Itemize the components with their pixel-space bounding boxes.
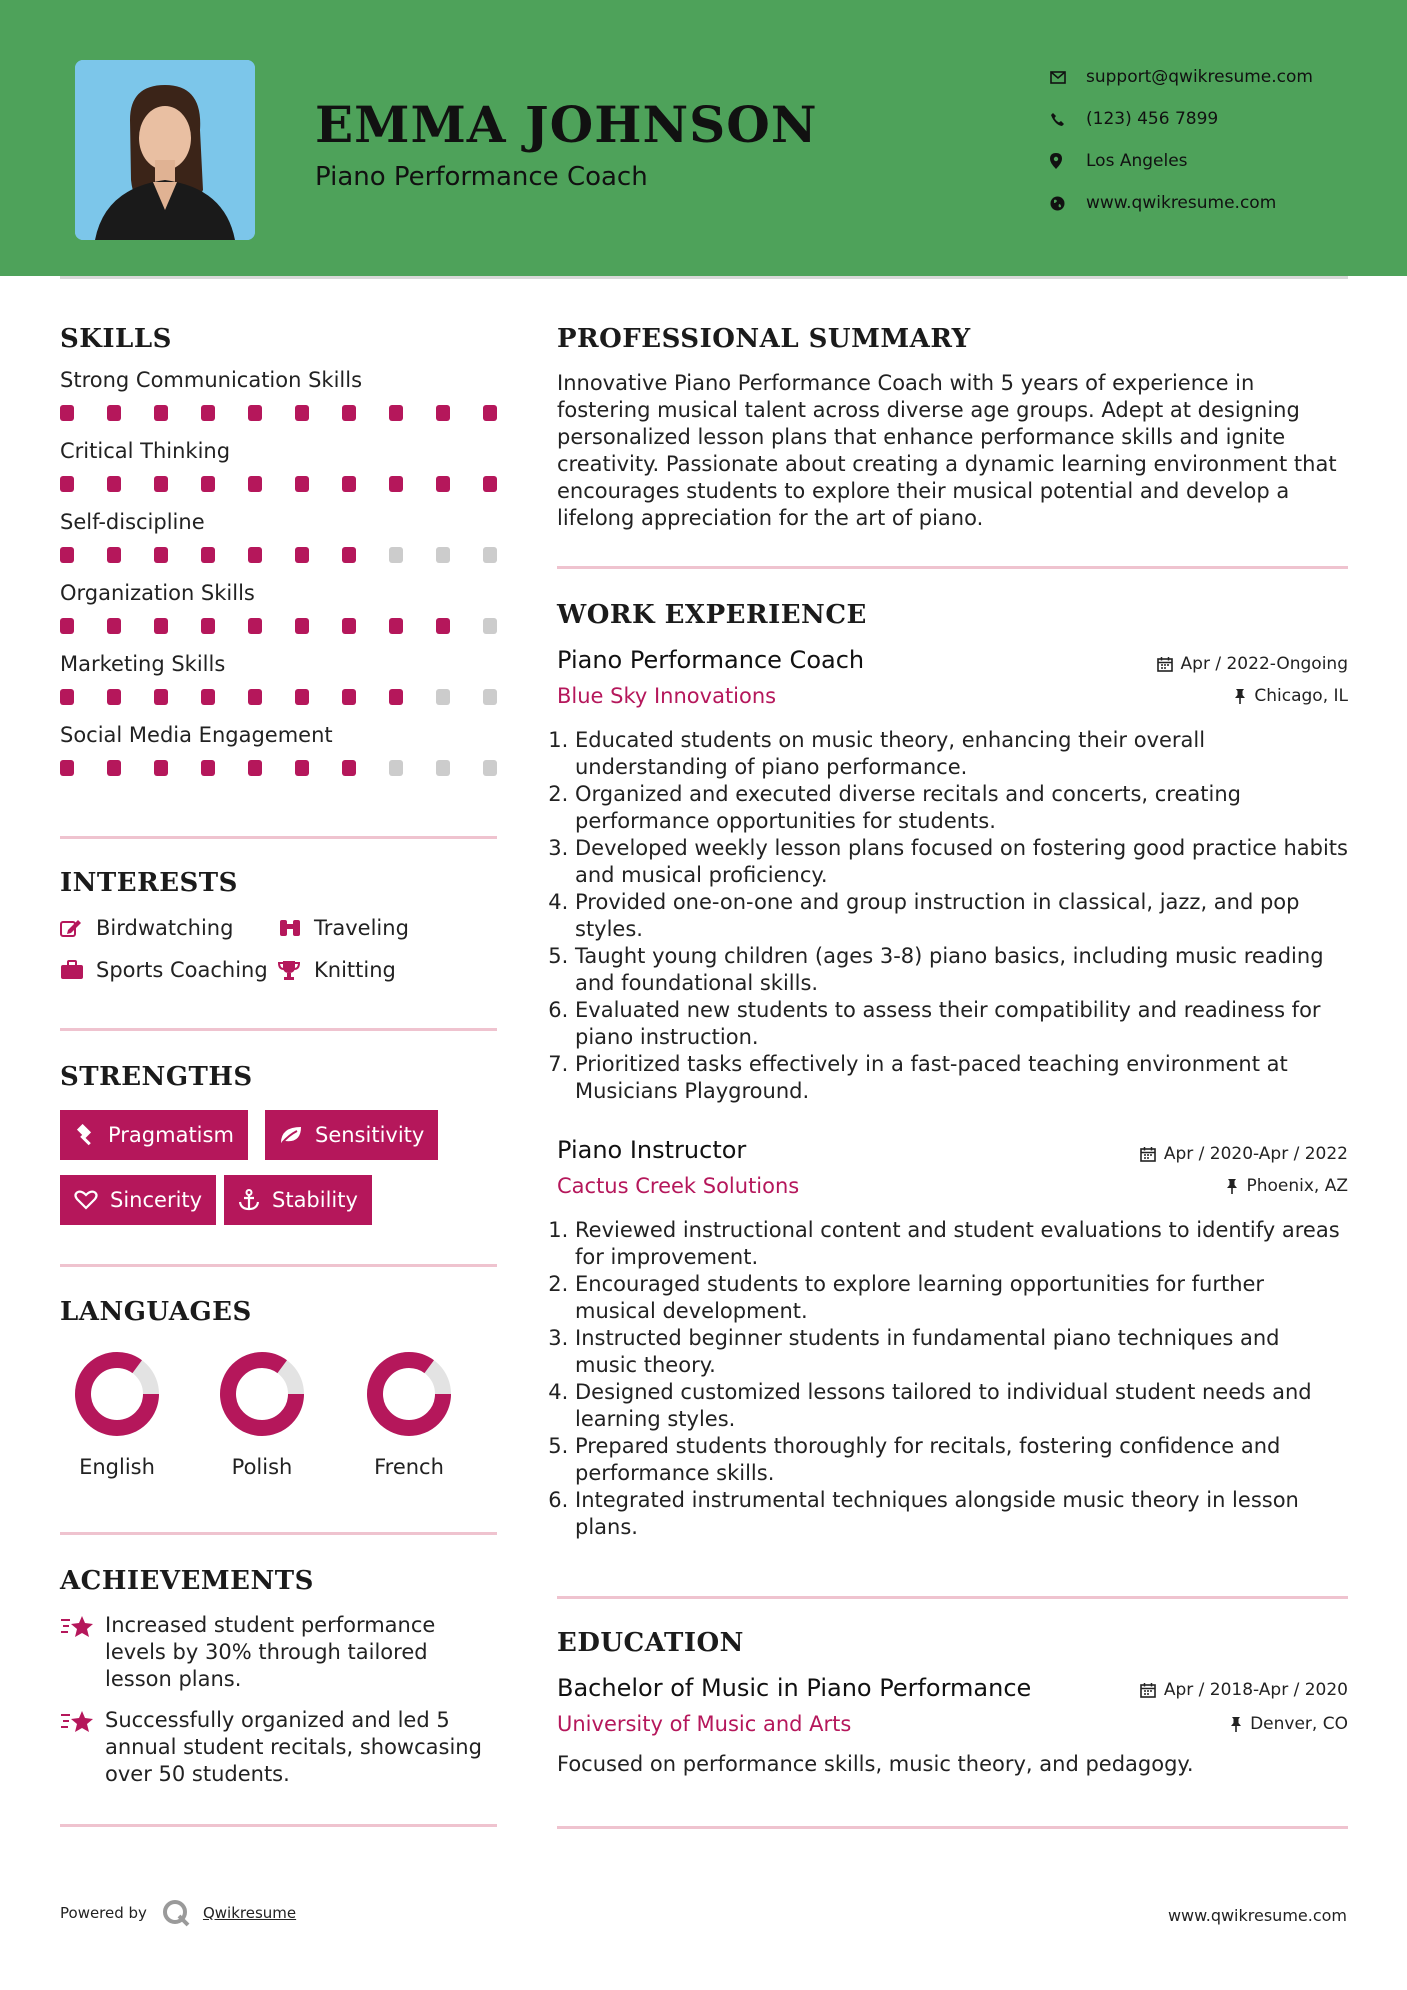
powered-by-text: Powered by [60, 1904, 147, 1922]
job-bullets [557, 727, 1348, 1105]
interest-label: Sports Coaching [96, 958, 268, 982]
education-heading: EDUCATION [557, 1628, 744, 1658]
skill-name: Organization Skills [60, 581, 255, 605]
language-label: English [79, 1455, 155, 1479]
achievement-item [60, 1612, 497, 1693]
skill-rating [60, 405, 497, 421]
skill-item [60, 583, 497, 634]
rating-dot-filled [342, 618, 356, 634]
rating-dot-filled [436, 618, 450, 634]
experience-heading: WORK EXPERIENCE [557, 600, 867, 630]
job-company: Cactus Creek Solutions [557, 1174, 800, 1198]
rating-dot-filled [201, 476, 215, 492]
strength-label: Stability [272, 1188, 358, 1212]
rating-dot-filled [60, 618, 74, 634]
skill-item [60, 370, 497, 421]
job-location [1226, 1176, 1348, 1196]
rating-dot-filled [107, 760, 121, 776]
phone-text: (123) 456 7899 [1086, 109, 1219, 129]
rating-dot-filled [342, 476, 356, 492]
job-location-text: Chicago, IL [1254, 686, 1348, 706]
rating-dot-filled [295, 476, 309, 492]
job-dates-text: Apr / 2020-Apr / 2022 [1163, 1144, 1348, 1164]
strength-tag [60, 1110, 248, 1160]
section-divider [60, 836, 497, 839]
rating-dot-filled [389, 405, 403, 421]
rating-dot-filled [107, 547, 121, 563]
website-text: www.qwikresume.com [1086, 193, 1277, 213]
rating-dot-filled [248, 476, 262, 492]
list-item: 3. Developed weekly lesson plans focused on fostering good practice habits and musical proficiency. [575, 835, 1348, 889]
strength-label: Sensitivity [315, 1123, 425, 1147]
contact-location [1050, 140, 1313, 182]
profile-photo [75, 60, 255, 240]
pushpin-icon [1234, 688, 1246, 704]
rating-dot-filled [436, 476, 450, 492]
rating-dot-filled [295, 405, 309, 421]
rating-dot-filled [342, 689, 356, 705]
language-label: French [374, 1455, 444, 1479]
rating-dot-filled [295, 760, 309, 776]
rating-dot-filled [154, 547, 168, 563]
languages-section [60, 1299, 497, 1499]
rating-dot-filled [342, 547, 356, 563]
trophy-icon [278, 960, 314, 980]
list-item: 5. Taught young children (ages 3-8) piano basics, including music reading and foundational skills. [575, 943, 1348, 997]
skill-rating [60, 547, 497, 563]
section-divider [557, 1826, 1348, 1829]
rating-dot-filled [154, 618, 168, 634]
strength-tag [265, 1110, 438, 1160]
contact-email[interactable] [1050, 56, 1313, 98]
job-dates-text: Apr / 2022-Ongoing [1180, 654, 1348, 674]
rating-dot-filled [295, 618, 309, 634]
skill-item [60, 441, 497, 492]
language-item [62, 1349, 172, 1479]
achievement-item [60, 1707, 497, 1788]
contact-phone[interactable] [1050, 98, 1313, 140]
achievements-section [60, 1568, 497, 1788]
qwikresume-link[interactable]: Qwikresume [202, 1904, 297, 1922]
rating-dot-empty [436, 760, 450, 776]
list-item: 3. Instructed beginner students in fundamental piano techniques and music theory. [575, 1325, 1348, 1379]
skill-item [60, 512, 497, 563]
skills-heading: SKILLS [60, 324, 172, 354]
rating-dot-filled [201, 618, 215, 634]
candidate-title: Piano Performance Coach [315, 162, 648, 192]
globe-icon [1050, 196, 1086, 211]
resume-header [0, 0, 1407, 276]
rating-dot-empty [483, 618, 497, 634]
interest-item [278, 958, 478, 982]
rating-dot-filled [342, 405, 356, 421]
pushpin-icon [1230, 1716, 1242, 1732]
summary-section [557, 326, 1348, 532]
job-dates [1157, 654, 1348, 674]
skills-section [60, 326, 497, 776]
phone-icon [1050, 112, 1086, 127]
rating-dot-filled [154, 689, 168, 705]
list-item: 2. Organized and executed diverse recitals and concerts, creating performance opportunities for students. [575, 781, 1348, 835]
rating-dot-filled [201, 405, 215, 421]
footer-website[interactable]: www.qwikresume.com [1167, 1906, 1347, 1925]
rating-dot-filled [60, 760, 74, 776]
skill-name: Critical Thinking [60, 439, 231, 463]
footer-powered-by [60, 1898, 296, 1928]
achievements-heading: ACHIEVEMENTS [60, 1566, 314, 1596]
skill-rating [60, 476, 497, 492]
section-divider [60, 1264, 497, 1267]
heart-icon [74, 1190, 98, 1210]
skill-name: Marketing Skills [60, 652, 226, 676]
rating-dot-filled [107, 405, 121, 421]
experience-section [557, 602, 1348, 1541]
skill-item [60, 654, 497, 705]
job-bullets [557, 1217, 1348, 1541]
rating-dot-filled [248, 405, 262, 421]
email-text: support@qwikresume.com [1086, 67, 1313, 87]
gavel-icon [74, 1124, 96, 1146]
section-divider [60, 1824, 497, 1827]
rating-dot-empty [389, 547, 403, 563]
section-divider [557, 566, 1348, 569]
rating-dot-filled [483, 476, 497, 492]
rating-dot-filled [248, 618, 262, 634]
language-label: Polish [231, 1455, 293, 1479]
section-divider [557, 1596, 1348, 1599]
school-name: University of Music and Arts [557, 1712, 852, 1736]
candidate-name: EMMA JOHNSON [315, 95, 818, 154]
interest-item [60, 958, 278, 982]
portrait-image [75, 60, 255, 240]
list-item: 6. Evaluated new students to assess their compatibility and readiness for piano instruction. [575, 997, 1348, 1051]
list-item: 7. Prioritized tasks effectively in a fast-paced teaching environment at Musicians Playground. [575, 1051, 1348, 1105]
rating-dot-filled [154, 405, 168, 421]
degree-title: Bachelor of Music in Piano Performance [557, 1674, 1032, 1702]
rating-dot-filled [154, 476, 168, 492]
qwikresume-logo-icon [161, 1898, 191, 1928]
achievement-text: Increased student performance levels by 30% through tailored lesson plans. [105, 1613, 436, 1691]
interest-item [278, 916, 478, 940]
job-dates [1140, 1144, 1348, 1164]
list-item: 1. Reviewed instructional content and student evaluations to identify areas for improvement. [575, 1217, 1348, 1271]
location-text: Los Angeles [1086, 151, 1188, 171]
job-title: Piano Instructor [557, 1136, 747, 1164]
rating-dot-empty [483, 547, 497, 563]
rating-dot-filled [201, 689, 215, 705]
list-item: 4. Designed customized lessons tailored to individual student needs and learning styles. [575, 1379, 1348, 1433]
strength-tag [60, 1175, 216, 1225]
rating-dot-filled [60, 476, 74, 492]
list-item: 1. Educated students on music theory, enhancing their overall understanding of piano performance. [575, 727, 1348, 781]
strength-label: Sincerity [110, 1188, 203, 1212]
interest-item [60, 916, 278, 940]
contact-website[interactable] [1050, 182, 1313, 224]
education-description: Focused on performance skills, music theory, and pedagogy. [557, 1752, 1194, 1776]
list-item: 4. Provided one-on-one and group instruction in classical, jazz, and pop styles. [575, 889, 1348, 943]
summary-heading: PROFESSIONAL SUMMARY [557, 324, 971, 354]
contact-list [1050, 56, 1313, 224]
skill-name: Social Media Engagement [60, 723, 333, 747]
job-location [1234, 686, 1348, 706]
rating-dot-filled [248, 689, 262, 705]
map-pin-icon [1050, 153, 1086, 169]
rating-dot-filled [436, 405, 450, 421]
leaf-icon [279, 1125, 303, 1145]
languages-heading: LANGUAGES [60, 1297, 252, 1327]
skill-item [60, 725, 497, 776]
education-dates-text: Apr / 2018-Apr / 2020 [1163, 1680, 1348, 1700]
strengths-heading: STRENGTHS [60, 1062, 253, 1092]
interest-label: Knitting [314, 958, 396, 982]
section-divider [60, 1028, 497, 1031]
skill-name: Self-discipline [60, 510, 205, 534]
rating-dot-empty [389, 760, 403, 776]
language-ring [364, 1349, 454, 1439]
rating-dot-filled [295, 689, 309, 705]
rating-dot-filled [389, 689, 403, 705]
calendar-icon [1140, 1146, 1156, 1162]
education-dates [1140, 1680, 1348, 1700]
language-item [207, 1349, 317, 1479]
job-company: Blue Sky Innovations [557, 684, 777, 708]
education-location-text: Denver, CO [1250, 1714, 1348, 1734]
briefcase-icon [60, 960, 96, 980]
strengths-section [60, 1064, 497, 1214]
calendar-icon [1157, 656, 1173, 672]
job-entry [557, 648, 1348, 1118]
rating-dot-filled [201, 760, 215, 776]
skills-list [60, 370, 497, 776]
section-divider [60, 1532, 497, 1535]
rating-dot-empty [436, 547, 450, 563]
skill-rating [60, 618, 497, 634]
pencil-square-icon [60, 918, 96, 938]
rating-dot-empty [436, 689, 450, 705]
rating-dot-filled [60, 405, 74, 421]
rating-dot-filled [295, 547, 309, 563]
interest-label: Traveling [314, 916, 409, 940]
language-ring [217, 1349, 307, 1439]
job-location-text: Phoenix, AZ [1246, 1176, 1348, 1196]
rating-dot-filled [389, 476, 403, 492]
list-item: 5. Prepared students thoroughly for recitals, fostering confidence and performance skills. [575, 1433, 1348, 1487]
calendar-icon [1140, 1682, 1156, 1698]
rating-dot-filled [107, 689, 121, 705]
skill-rating [60, 689, 497, 705]
rating-dot-filled [107, 476, 121, 492]
summary-text: Innovative Piano Performance Coach with 5 years of experience in fostering musical talent across diverse age groups. Adept at designing personalized lesson plans that enhance performance skills and ignite creativity. Passionate about creating a dynamic learning environment that encourages students to explore their musical potential and develop a lifelong appreciation for the art of piano. [557, 371, 1337, 530]
rating-dot-filled [389, 618, 403, 634]
skill-name: Strong Communication Skills [60, 368, 363, 392]
achievement-text: Successfully organized and led 5 annual student recitals, showcasing over 50 students. [105, 1708, 482, 1786]
rating-dot-filled [107, 618, 121, 634]
strength-tag [224, 1175, 372, 1225]
envelope-icon [1050, 71, 1086, 84]
header-divider [60, 276, 1348, 279]
list-item: 2. Encouraged students to explore learning opportunities for further musical development. [575, 1271, 1348, 1325]
rating-dot-filled [483, 405, 497, 421]
job-title: Piano Performance Coach [557, 646, 865, 674]
interests-grid [60, 916, 497, 982]
rating-dot-filled [342, 760, 356, 776]
strength-label: Pragmatism [108, 1123, 234, 1147]
shooting-star-icon [60, 1614, 105, 1647]
language-ring [72, 1349, 162, 1439]
education-section [557, 1630, 1348, 1778]
rating-dot-filled [248, 547, 262, 563]
rating-dot-filled [60, 689, 74, 705]
interests-heading: INTERESTS [60, 868, 238, 898]
language-item [354, 1349, 464, 1479]
education-location [1230, 1714, 1348, 1734]
rating-dot-filled [201, 547, 215, 563]
rating-dot-empty [483, 689, 497, 705]
shooting-star-icon [60, 1709, 105, 1742]
job-entry [557, 1138, 1348, 1541]
rating-dot-filled [154, 760, 168, 776]
anchor-icon [238, 1189, 260, 1211]
rating-dot-empty [483, 760, 497, 776]
binoculars-icon [278, 918, 314, 938]
list-item: 6. Integrated instrumental techniques alongside music theory in lesson plans. [575, 1487, 1348, 1541]
rating-dot-filled [60, 547, 74, 563]
rating-dot-filled [248, 760, 262, 776]
pushpin-icon [1226, 1178, 1238, 1194]
interests-section [60, 870, 497, 982]
education-entry [557, 1676, 1348, 1778]
interest-label: Birdwatching [96, 916, 234, 940]
skill-rating [60, 760, 497, 776]
